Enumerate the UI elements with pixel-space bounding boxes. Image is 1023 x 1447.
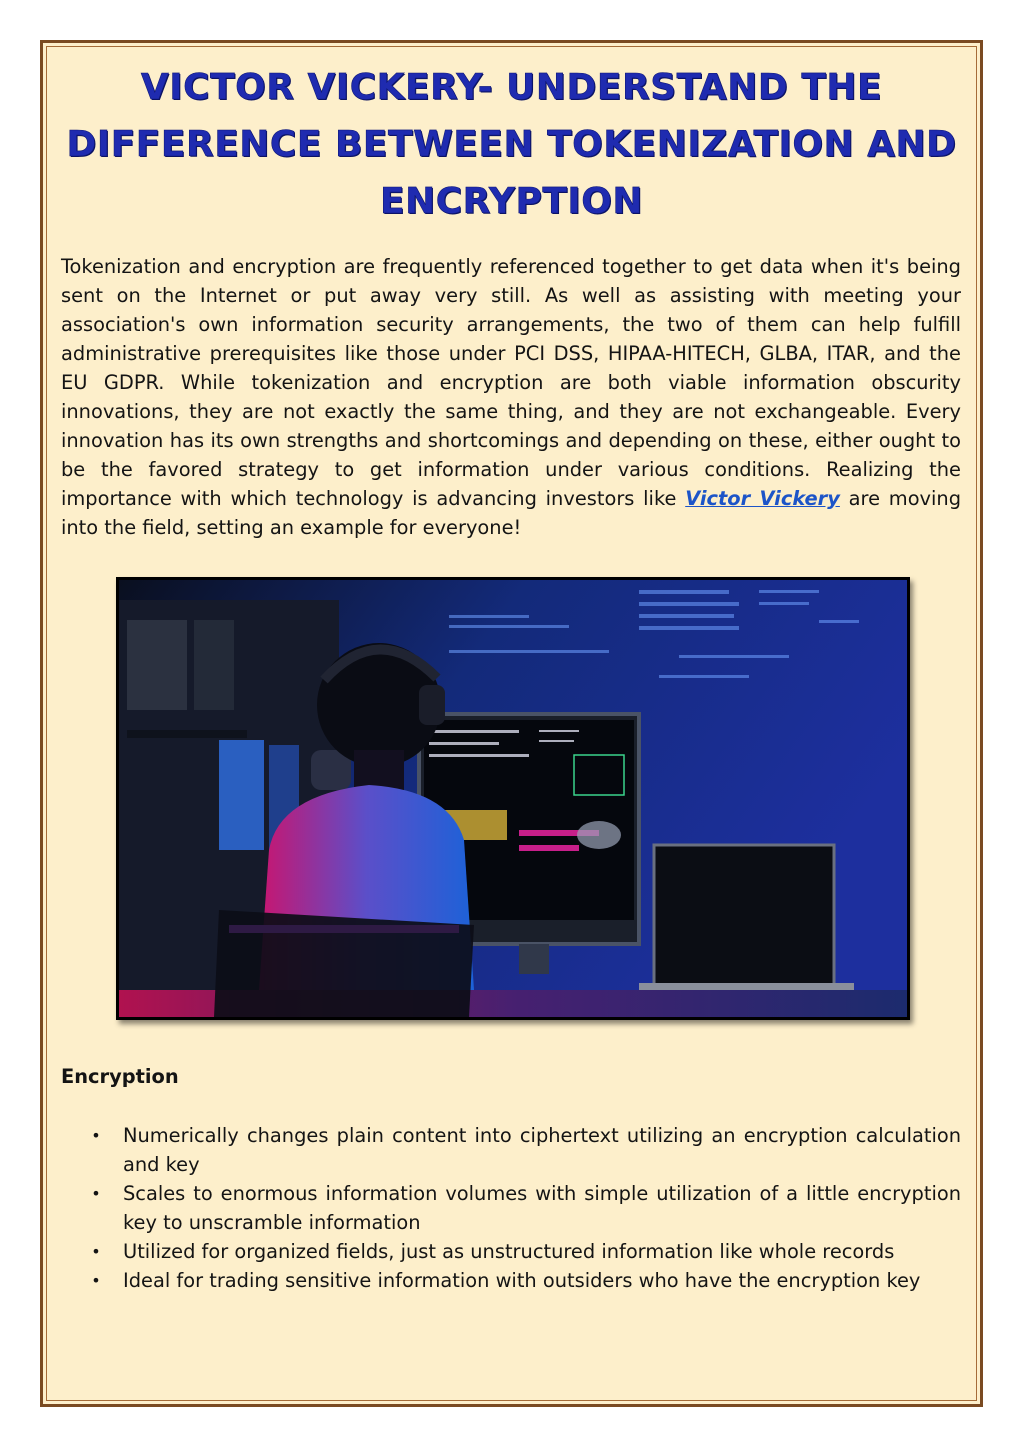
document-page (40, 40, 983, 1407)
list-item-text: Utilized for organized fields, just as unstructured information like whole records (123, 1240, 895, 1263)
victor-vickery-link[interactable]: Victor Vickery (685, 487, 840, 510)
bullet-icon: • (91, 1126, 101, 1145)
encryption-bullet-list (91, 1121, 961, 1295)
list-item-text: Numerically changes plain content into ciphertext utilizing an encryption calculation and key (123, 1124, 961, 1176)
list-item-text: Ideal for trading sensitive information with outsiders who have the encryption key (123, 1269, 921, 1292)
list-item (91, 1179, 961, 1237)
intro-paragraph (61, 252, 961, 542)
bullet-icon: • (91, 1242, 101, 1261)
intro-text-end: are moving into the field, setting an example for everyone! (61, 487, 962, 539)
list-item (91, 1237, 961, 1266)
bullet-icon: • (91, 1271, 101, 1290)
bullet-icon: • (91, 1184, 101, 1203)
photo-illustration (119, 580, 907, 1017)
list-item (91, 1121, 961, 1179)
list-item-text: Scales to enormous information volumes with simple utilization of a little encryption key to unscramble information (123, 1182, 961, 1234)
intro-text: Tokenization and encryption are frequently referenced together to get data when it's being sent on the Internet or put away very still. As well as assisting with meeting your association's own information security arrangements, the two of them can help fulfill administrative prerequisites like those under PCI DSS, HIPAA-HITECH, GLBA, ITAR, and the EU GDPR. While tokenization and encryption are both viable information obscurity innovations, they are not exactly the same thing, and they are not exchangeable. Every innovation has its own strengths and shortcomings and depending on these, either ought to be the favored strategy to get information under various conditions. Realizing the importance with which technology is advancing investors like (61, 255, 961, 510)
document-title: VICTOR VICKERY- UNDERSTAND THE DIFFERENCE BETWEEN TOKENIZATION AND ENCRYPTION (66, 67, 957, 222)
list-item (91, 1266, 961, 1295)
encryption-heading: Encryption (61, 1065, 179, 1088)
hacker-at-computer-photo (116, 577, 910, 1020)
